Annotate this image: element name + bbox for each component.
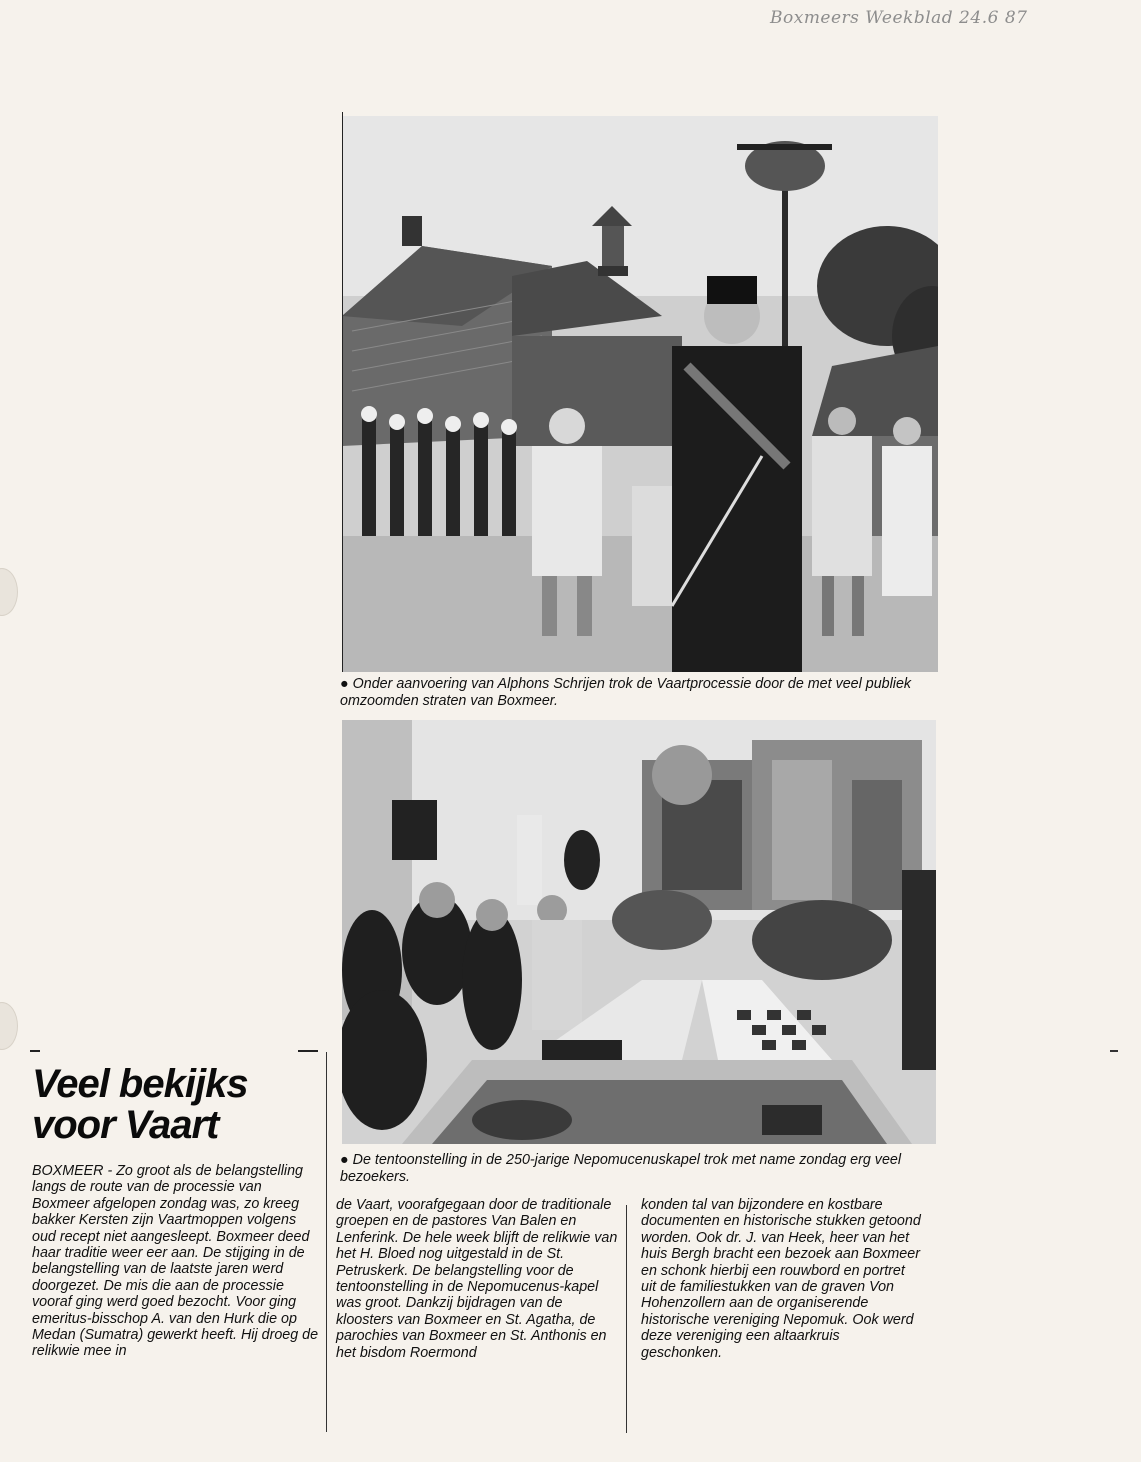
headline-rule-right	[298, 1050, 318, 1052]
headline-line-1: Veel bekijks	[32, 1062, 248, 1106]
article-column-3	[641, 1197, 921, 1361]
exhibition-photo	[342, 720, 936, 1144]
edge-mark-right	[1110, 1050, 1118, 1052]
punch-hole-bottom	[0, 1002, 18, 1050]
column-3-text: konden tal van bijzondere en kostbare documenten en historische stukken getoond worden. Ook dr. J. van Heek, heer van het huis Bergh bracht een bezoek aan Boxmeer en schonk hierbij een rouwbord en portret uit de familiestukken van de graven Von Hohenzollern aan de organiserende historische vereniging Nepomuk. Ook werd deze vereniging een altaarkruis geschonken.	[641, 1197, 921, 1361]
column-separator-2	[626, 1205, 627, 1433]
headline-rule-left	[30, 1050, 40, 1052]
caption-bullet: ●	[340, 1152, 349, 1168]
photo1-caption-text: Onder aanvoering van Alphons Schrijen trok de Vaartprocessie door de met veel publiek omzoomden straten van Boxmeer.	[340, 676, 912, 709]
caption-bullet: ●	[340, 676, 349, 692]
exhibition-photo-graphic	[342, 720, 936, 1144]
procession-photo-graphic	[342, 116, 938, 672]
article-headline	[32, 1064, 332, 1146]
article-column-1	[32, 1163, 322, 1360]
article-column-2	[336, 1197, 621, 1361]
photo2-caption	[340, 1152, 940, 1185]
punch-hole-top	[0, 568, 18, 616]
column-1-text: BOXMEER - Zo groot als de belangstelling langs de route van de processie van Boxmeer afgelopen zondag was, zo kreeg bakker Kersten zijn Vaartmoppen volgens oud recept niet aangesleept. Boxmeer deed haar traditie weer eer aan. De stijging in de belangstelling van de laatste jaren werd doorgezet. De mis die aan de processie vooraf ging werd goed bezocht. Voor ging emeritus-bisschop A. van den Hurk die op Medan (Sumatra) gewerkt heeft. Hij droeg de relikwie mee in	[32, 1163, 319, 1360]
headline-line-2: voor Vaart	[32, 1103, 219, 1147]
photo2-caption-text: De tentoonstelling in de 250-jarige Nepomucenuskapel trok met name zondag erg veel bezoekers.	[340, 1152, 902, 1185]
procession-photo	[342, 116, 938, 672]
column-separator-1	[326, 1052, 327, 1432]
photo1-caption	[340, 676, 940, 709]
photo1-left-edge	[342, 112, 343, 672]
column-2-text: de Vaart, voorafgegaan door de traditionale groepen en de pastores Van Balen en Lenferink. De hele week blijft de relikwie van het H. Bloed nog uitgestald in de St. Petruskerk. De belangstelling voor de tentoonstelling in de Nepomucenus-kapel was groot. Dankzij bijdragen van de kloosters van Boxmeer en St. Agatha, de parochies van Boxmeer en St. Anthonis en het bisdom Roermond	[336, 1197, 618, 1361]
handwritten-note: Boxmeers Weekblad 24.6 87	[770, 8, 1028, 28]
